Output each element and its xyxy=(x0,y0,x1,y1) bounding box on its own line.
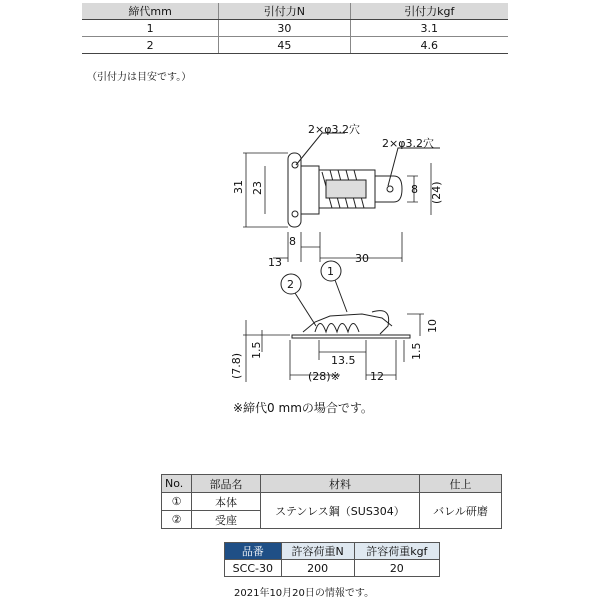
dim-label-23: 23 xyxy=(251,181,264,195)
cell: 4.6 xyxy=(350,37,508,54)
dim-label-7-8: (7.8) xyxy=(230,352,243,379)
header-load-n: 許容荷重N xyxy=(281,543,354,560)
cell-material: ステンレス鋼（SUS304） xyxy=(261,493,420,529)
header-force-kgf: 引付力kgf xyxy=(350,3,508,20)
dim-10 xyxy=(407,314,424,336)
hinge-block xyxy=(301,166,319,214)
callout-leader xyxy=(295,293,316,326)
table-row xyxy=(225,560,440,577)
cell: 1 xyxy=(82,20,219,37)
header-material: 材料 xyxy=(261,475,420,493)
header-model: 品番 xyxy=(225,543,282,560)
cell: 30 xyxy=(219,20,350,37)
dim-label-24: (24) xyxy=(430,181,443,204)
cell-no: ② xyxy=(162,511,192,529)
dim-label-8: 8 xyxy=(289,235,296,248)
cell-part: 受座 xyxy=(192,511,261,529)
base-plate-outline xyxy=(288,153,301,227)
cell-load-n: 200 xyxy=(281,560,354,577)
load-table xyxy=(224,542,440,577)
cell-model: SCC-30 xyxy=(225,560,282,577)
cell-finish: バレル研磨 xyxy=(420,493,502,529)
technical-drawing xyxy=(215,118,455,388)
cell: 3.1 xyxy=(350,20,508,37)
dim-label-10: 10 xyxy=(426,319,439,333)
drawing-note: ※締代0 mmの場合です。 xyxy=(233,401,373,415)
cell-part: 本体 xyxy=(192,493,261,511)
parts-table xyxy=(161,474,502,529)
cell: 45 xyxy=(219,37,350,54)
header-no: No. xyxy=(162,475,192,493)
side-spring-coils xyxy=(315,324,359,333)
table-row xyxy=(162,493,502,511)
table-header-row xyxy=(162,475,502,493)
dim-label-1-5-left: 1.5 xyxy=(250,341,263,359)
callout-leader xyxy=(335,280,347,312)
dim-label-8-right: 8 xyxy=(411,183,418,196)
table-header-row xyxy=(225,543,440,560)
header-finish: 仕上 xyxy=(420,475,502,493)
hole-label-left: 2×φ3.2穴 xyxy=(308,123,360,136)
dim-label-1-5-right: 1.5 xyxy=(410,342,423,360)
dim-label-13-5: 13.5 xyxy=(331,354,356,367)
header-force-n: 引付力N xyxy=(219,3,350,20)
hole-label-right: 2×φ3.2穴 xyxy=(382,137,434,150)
header-part: 部品名 xyxy=(192,475,261,493)
table-row xyxy=(82,37,508,54)
side-hook xyxy=(372,311,389,334)
spring-tension-table xyxy=(82,3,508,54)
latch-hole-icon xyxy=(387,186,393,192)
dim-label-31: 31 xyxy=(232,180,245,194)
side-base-plate xyxy=(292,335,410,338)
table-header-row xyxy=(82,3,508,20)
header-clamp: 締代mm xyxy=(82,3,219,20)
dim-label-12: 12 xyxy=(370,370,384,383)
leader-line xyxy=(296,133,345,165)
latch-hook xyxy=(375,176,402,202)
cell-no: ① xyxy=(162,493,192,511)
latch-rod xyxy=(326,180,366,198)
callout-1: 1 xyxy=(327,265,334,278)
mount-hole-icon xyxy=(292,211,298,217)
cell: 2 xyxy=(82,37,219,54)
dim-31 xyxy=(243,153,288,227)
dim-label-13: 13 xyxy=(268,256,282,269)
dim-label-28: (28)※ xyxy=(308,370,340,383)
callout-2: 2 xyxy=(287,278,294,291)
header-load-kgf: 許容荷重kgf xyxy=(354,543,439,560)
table-row xyxy=(82,20,508,37)
cell-load-kgf: 20 xyxy=(354,560,439,577)
date-note: 2021年10月20日の情報です。 xyxy=(234,588,375,599)
spec-note: （引付力は目安です。） xyxy=(87,72,192,83)
dim-label-30: 30 xyxy=(355,252,369,265)
